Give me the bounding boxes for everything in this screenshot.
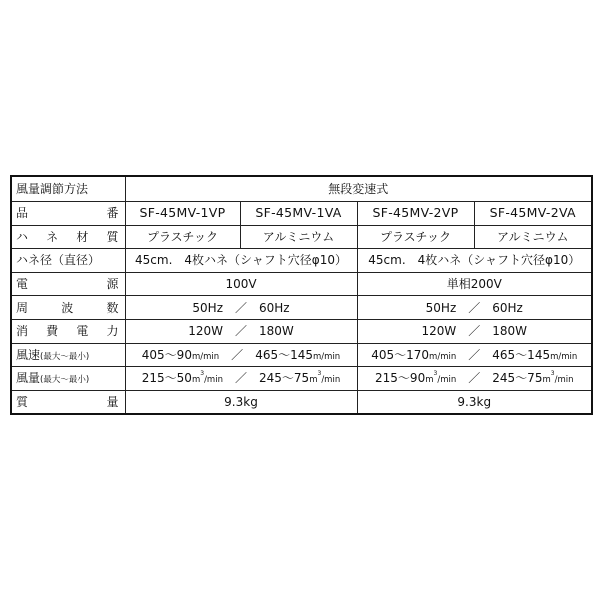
blade-material-1vp: プラスチック: [125, 225, 240, 249]
label-model: 品 番: [11, 202, 125, 226]
row-power-source: [11, 272, 592, 296]
label-wind-speed: 風速(最大～最小): [11, 343, 125, 367]
row-control: [11, 176, 592, 202]
label-control: 風量調節方法: [11, 176, 125, 202]
row-frequency: [11, 296, 592, 320]
label-power-source: 電 源: [11, 272, 125, 296]
row-mass: [11, 390, 592, 414]
mass-1: 9.3kg: [125, 390, 357, 414]
row-blade-diameter: [11, 249, 592, 273]
value-control: 無段変速式: [125, 176, 592, 202]
label-blade-diameter: ハネ径（直径）: [11, 249, 125, 273]
power-consumption-1: 120W ／ 180W: [125, 319, 357, 343]
blade-material-1va: アルミニウム: [240, 225, 357, 249]
blade-material-2vp: プラスチック: [357, 225, 474, 249]
row-air-volume: [11, 367, 592, 391]
power-source-2: 単相200V: [357, 272, 592, 296]
blade-material-2va: アルミニウム: [474, 225, 592, 249]
frequency-2: 50Hz ／ 60Hz: [357, 296, 592, 320]
model-2va: SF-45MV-2VA: [474, 202, 592, 226]
label-blade-material: ハ ネ 材 質: [11, 225, 125, 249]
row-power-consumption: [11, 319, 592, 343]
wind-speed-2: 405～170m/min ／ 465～145m/min: [357, 343, 592, 367]
mass-2: 9.3kg: [357, 390, 592, 414]
row-model: [11, 202, 592, 226]
model-2vp: SF-45MV-2VP: [357, 202, 474, 226]
row-blade-material: [11, 225, 592, 249]
air-volume-2: $215\sim 90m^3/\min$ ／ $245\sim 75m^3/\min$: [357, 367, 592, 391]
blade-diameter-200v: 45cm. 4枚ハネ（シャフト穴径φ10）: [357, 249, 592, 273]
label-power-consumption: 消 費 電 力: [11, 319, 125, 343]
label-frequency: 周 波 数: [11, 296, 125, 320]
label-air-volume: 風量(最大～最小): [11, 367, 125, 391]
power-source-1: 100V: [125, 272, 357, 296]
model-1vp: SF-45MV-1VP: [125, 202, 240, 226]
power-consumption-2: 120W ／ 180W: [357, 319, 592, 343]
wind-speed-1: 405～90m/min ／ 465～145m/min: [125, 343, 357, 367]
label-mass: 質 量: [11, 390, 125, 414]
air-volume-1: $215\sim 50m^3/\min$ ／ $245\sim 75m^3/\min$: [125, 367, 357, 391]
frequency-1: 50Hz ／ 60Hz: [125, 296, 357, 320]
spec-table: [10, 175, 593, 415]
blade-diameter-100v: 45cm. 4枚ハネ（シャフト穴径φ10）: [125, 249, 357, 273]
model-1va: SF-45MV-1VA: [240, 202, 357, 226]
row-wind-speed: [11, 343, 592, 367]
